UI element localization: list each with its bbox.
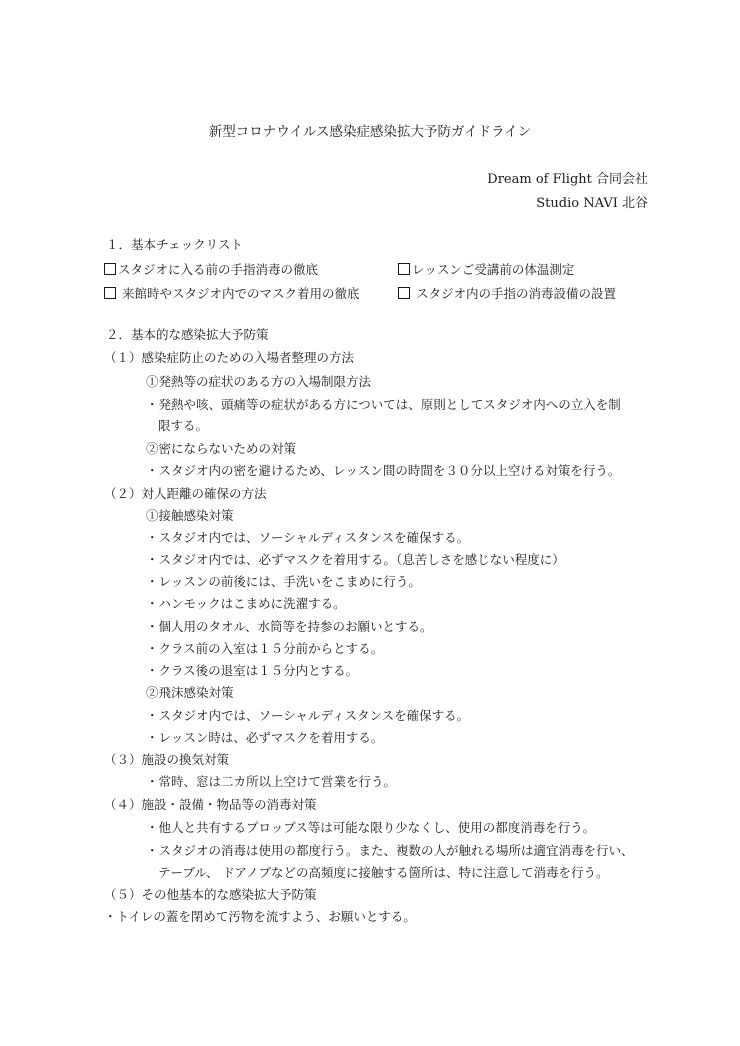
checklist-item (398, 263, 574, 277)
body-line: テーブル、 ドアノブなどの高頻度に接触する箇所は、特に注意して消毒を行う。 (158, 865, 609, 880)
checklist-item (398, 287, 616, 301)
checkbox-icon (104, 287, 116, 299)
checklist-item-label: 来館時やスタジオ内でのマスク着用の徹底 (118, 286, 360, 301)
checkbox-icon (398, 263, 410, 275)
body-line: ・トイレの蓋を閉めて汚物を流すよう、お願いとする。 (104, 909, 416, 924)
checklist-item-label: スタジオに入る前の手指消毒の徹底 (118, 262, 319, 277)
body-line: ・スタジオ内では、必ずマスクを着用する。（息苦しさを感じない程度に） (146, 552, 565, 567)
body-line: ・レッスン時は、必ずマスクを着用する。 (146, 730, 384, 745)
body-line: ・スタジオ内では、ソーシャルディスタンスを確保する。 (146, 530, 470, 545)
body-line: ・スタジオ内では、ソーシャルディスタンスを確保する。 (146, 708, 470, 723)
body-line: ・スタジオ内の密を避けるため、レッスン間の時間を３０分以上空ける対策を行う。 (146, 463, 621, 478)
body-line: 限する。 (158, 418, 209, 433)
body-line: ・ハンモックはこまめに洗濯する。 (146, 596, 346, 611)
checkbox-icon (104, 263, 116, 275)
checklist-item-label: レッスンご受講前の体温測定 (412, 262, 575, 277)
subsection-heading: （３）施設の換気対策 (104, 752, 230, 767)
item-title: ②密にならないための対策 (146, 441, 297, 456)
document-title: 新型コロナウイルス感染症感染拡大予防ガイドライン (208, 124, 532, 140)
body-line: ・発熱や咳、頭痛等の症状がある方については、原則としてスタジオ内への立入を制 (146, 397, 621, 412)
studio-name: Studio NAVI 北谷 (536, 196, 648, 211)
body-line: ・他人と共有するプロップス等は可能な限り少なくし、使用の都度消毒を行う。 (146, 820, 596, 835)
body-line: ・スタジオの消毒は使用の都度行う。また、複数の人が触れる場所は適宜消毒を行い、 (146, 843, 634, 858)
checklist-item (104, 263, 318, 277)
body-line: ・個人用のタオル、水筒等を持参のお願いとする。 (146, 619, 433, 634)
subsection-heading: （１）感染症防止のための入場者整理の方法 (104, 350, 355, 365)
body-line: ・クラス前の入室は１５分前からとする。 (146, 641, 384, 656)
subsection-heading: （２）対人距離の確保の方法 (104, 486, 267, 501)
section2-heading: ２．基本的な感染拡大予防策 (106, 327, 269, 342)
body-line: ・常時、窓は二カ所以上空けて営業を行う。 (146, 774, 397, 789)
checklist-item-label: スタジオ内の手指の消毒設備の設置 (412, 286, 616, 301)
section1-heading: １．基本チェックリスト (106, 237, 243, 252)
item-title: ②飛沫感染対策 (146, 685, 234, 700)
subsection-heading: （４）施設・設備・物品等の消毒対策 (104, 797, 317, 812)
item-title: ①発熱等の症状のある方の入場制限方法 (146, 374, 372, 389)
company-name: Dream of Flight 合同会社 (487, 172, 648, 187)
body-line: ・クラス後の退室は１５分内とする。 (146, 663, 359, 678)
checklist-item (104, 287, 359, 301)
subsection-heading: （５）その他基本的な感染拡大予防策 (104, 887, 317, 902)
body-line: ・レッスンの前後には、手洗いをこまめに行う。 (146, 574, 421, 589)
checkbox-icon (398, 287, 410, 299)
item-title: ①接触感染対策 (146, 508, 234, 523)
